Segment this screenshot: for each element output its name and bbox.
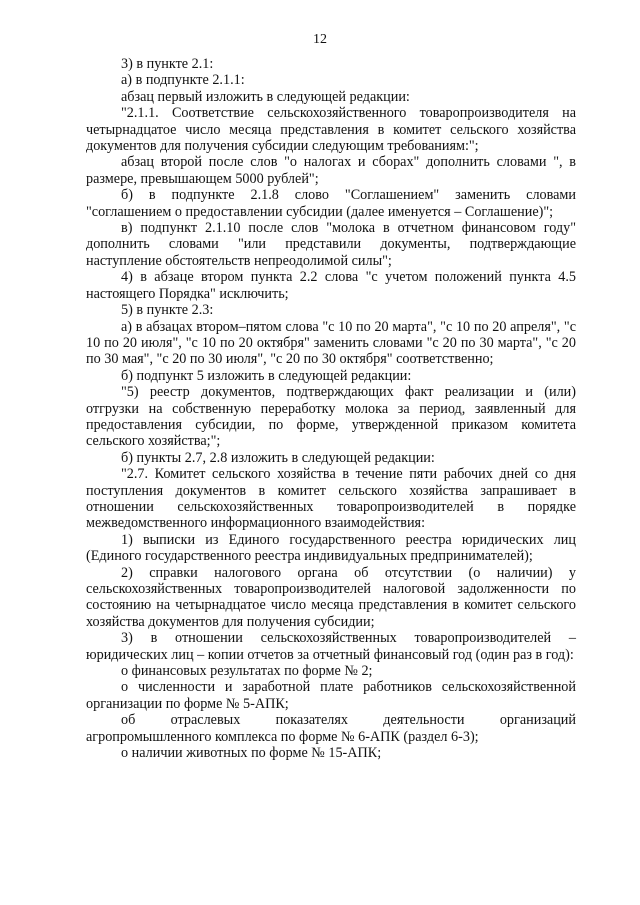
paragraph: об отраслевых показателях деятельности организаций агропромышленного комплекса по форме № 6-АПК (раздел 6-3); [86, 712, 576, 745]
paragraph: б) в подпункте 2.1.8 слово "Соглашением" заменить словами "соглашением о предоставлении субсидии (далее именуется – Соглашение)"; [86, 187, 576, 220]
paragraph: 5) в пункте 2.3: [121, 302, 214, 319]
paragraph: в) подпункт 2.1.10 после слов "молока в отчетном финансовом году" дополнить словами "или представили документы, подтверждающие наступление обстоятельств непреодолимой силы"; [86, 220, 576, 269]
paragraph: "5) реестр документов, подтверждающих факт реализации и (или) отгрузки на собственную переработку молока за период, заявленный для предоставления субсидии, по форме, утвержденной приказом комитета сельского хозяйства;"; [86, 384, 576, 450]
paragraph: а) в абзацах втором–пятом слова "с 10 по 20 марта", "с 10 по 20 апреля", "с 10 по 20 июля", "с 10 по 20 октября" заменить словами "с 20 по 30 марта", "с 20 по 30 мая", "с 20 по 30 июля", "с 20 по 30 октября" соответственно; [86, 318, 576, 368]
paragraph: 3) в пункте 2.1: [121, 56, 214, 72]
paragraph: 3) в отношении сельскохозяйственных товаропроизводителей – юридических лиц – копии отчетов за отчетный финансовый год (один раз в год): [86, 630, 576, 663]
paragraph: 1) выписки из Единого государственного реестра юридических лиц (Единого государственного реестра индивидуальных предпринимателей); [86, 531, 576, 565]
paragraph: "2.1.1. Соответствие сельскохозяйственного товаропроизводителя на четырнадцатое число месяца представления в комитет сельского хозяйства документов для получения субсидии следующим требованиям:"; [86, 105, 576, 155]
paragraph: о наличии животных по форме № 15-АПК; [121, 745, 382, 762]
paragraph: б) подпункт 5 изложить в следующей редакции: [121, 367, 412, 384]
paragraph: б) пункты 2.7, 2.8 изложить в следующей редакции: [121, 449, 435, 466]
paragraph: о численности и заработной плате работников сельскохозяйственной организации по форме № 5-АПК; [86, 679, 576, 712]
paragraph: 2) справки налогового органа об отсутствии (о наличии) у сельскохозяйственных товаропроизводителей налоговой задолженности по состоянию на четырнадцатое число месяца представления в комитет сельского хозяйства документов для получения субсидии; [86, 564, 576, 630]
page-number: 12 [313, 32, 327, 47]
paragraph: абзац первый изложить в следующей редакции: [121, 88, 410, 105]
document-body [86, 56, 576, 761]
paragraph: 4) в абзаце втором пункта 2.2 слова "с учетом положений пункта 4.5 настоящего Порядка" исключить; [86, 269, 576, 302]
paragraph: а) в подпункте 2.1.1: [121, 72, 245, 89]
paragraph: о финансовых результатах по форме № 2; [121, 663, 373, 680]
paragraph: абзац второй после слов "о налогах и сборах" дополнить словами ", в размере, превышающем 5000 рублей"; [86, 154, 576, 187]
paragraph: "2.7. Комитет сельского хозяйства в течение пяти рабочих дней со дня поступления документов в комитет сельского хозяйства запрашивает в отношении сельскохозяйственных товаропроизводителей в порядке межведомственного информационного взаимодействия: [86, 466, 576, 532]
